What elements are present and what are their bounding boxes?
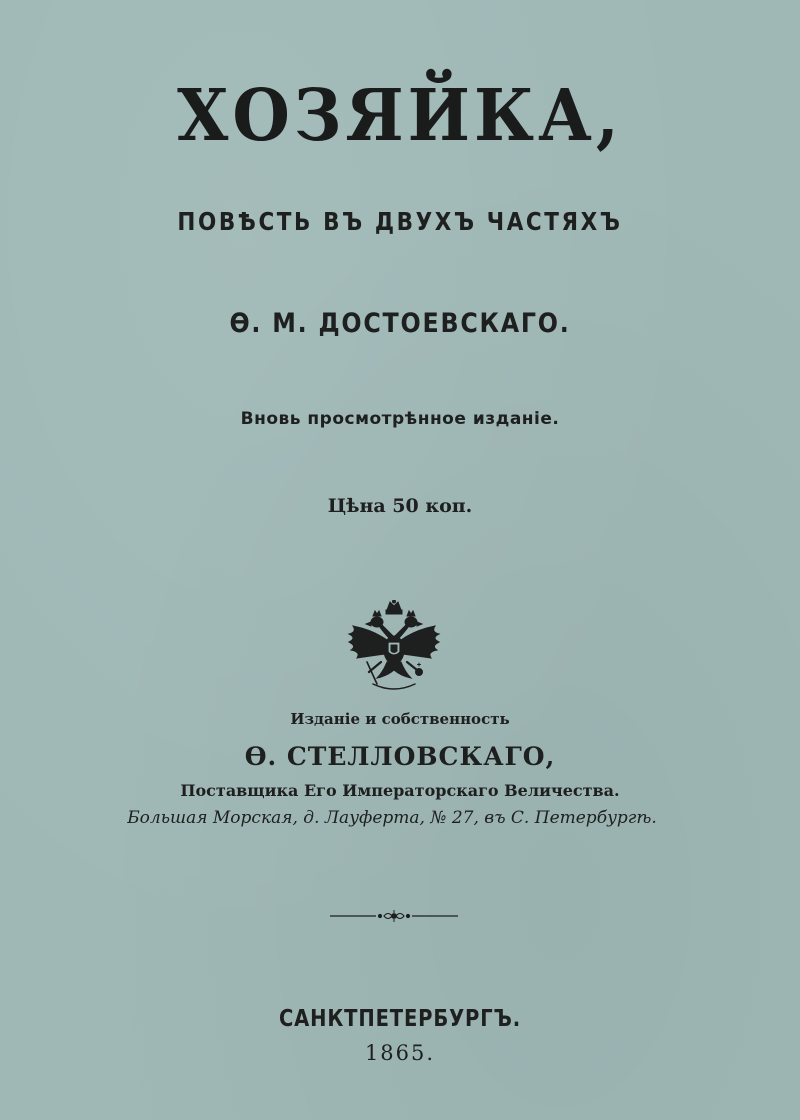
publisher-label: Изданіе и собственность xyxy=(290,710,510,728)
edition-note: Вновь просмотрѣнное изданіе. xyxy=(240,409,560,429)
divider-ornament-icon xyxy=(328,906,460,926)
cover-author: Ѳ. М. ДОСТОЕВСКАГО. xyxy=(229,308,571,339)
double-headed-eagle-icon xyxy=(343,600,445,695)
publisher-name: Ѳ. СТЕЛЛОВСКАГО, xyxy=(244,742,556,771)
price-label: Цѣна 50 коп. xyxy=(327,495,473,517)
publication-city: САНКТПЕТЕРБУРГЪ. xyxy=(278,1006,522,1032)
cover-title: ХОЗЯЙКА, xyxy=(177,72,623,158)
publication-year: 1865. xyxy=(364,1041,436,1065)
address-line: Большая Морская, д. Лауферта, № 27, въ С. Петербургѣ. xyxy=(127,808,657,828)
cover-subtitle: ПОВѢСТЬ ВЪ ДВУХЪ ЧАСТЯХЪ xyxy=(177,207,623,236)
supplier-line: Поставщика Его Императорскаго Величества. xyxy=(180,781,620,800)
